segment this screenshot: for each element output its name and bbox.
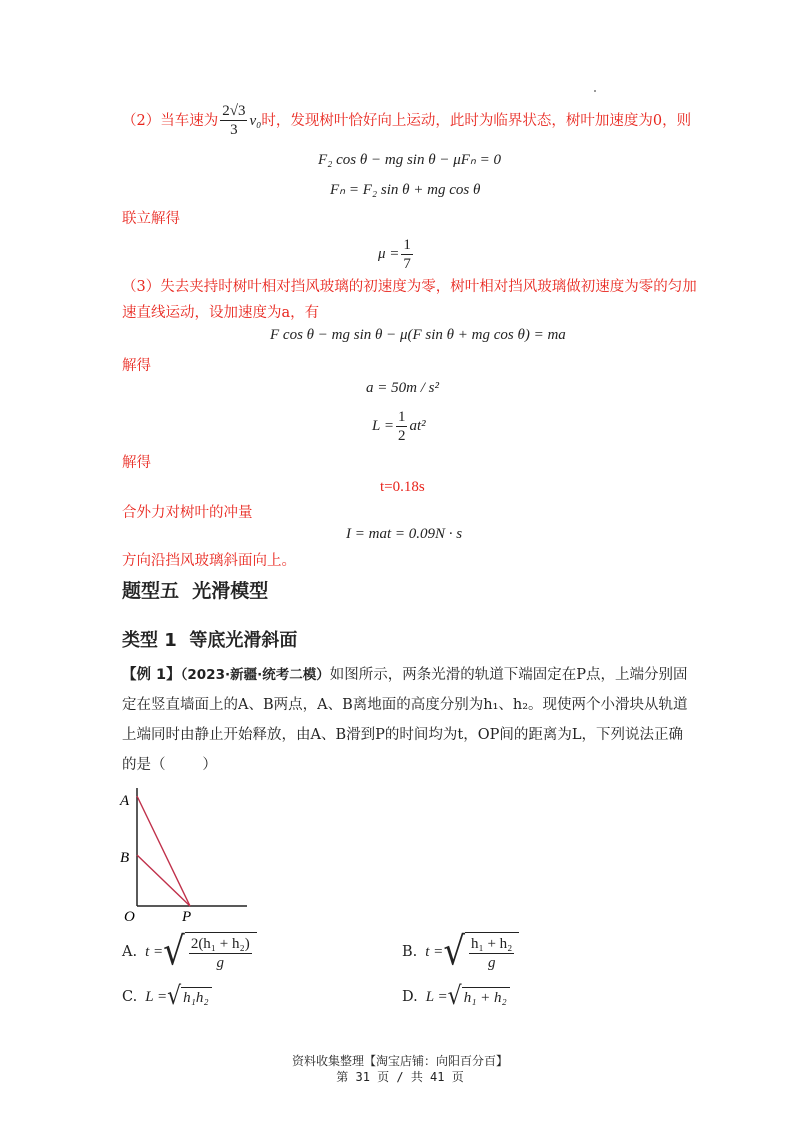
- equation-1: F₂ cos θ − mg sin θ − μFₙ = 0: [318, 152, 501, 168]
- speed-numerator: 2√3: [222, 103, 246, 119]
- example-line-2: 定在竖直墙面上的A、B两点，A、B离地面的高度分别为h₁、h₂。现使两个小滑块从轨道: [122, 697, 688, 713]
- option-a-denominator: g: [216, 955, 225, 971]
- option-b-numerator: h₁ + h₂: [470, 936, 513, 952]
- mu-result: [378, 236, 415, 273]
- solve-label-1: 解得: [122, 358, 151, 374]
- example-line-3: 上端同时由静止开始释放，由A、B滑到P的时间均为t，OP间的距离为L，下列说法正确: [122, 727, 683, 743]
- combine-label: 联立解得: [122, 211, 180, 227]
- speed-fraction: [220, 102, 247, 139]
- part3-line2: 速直线运动，设加速度为a，有: [122, 305, 320, 321]
- solve-label-2: 解得: [122, 455, 151, 471]
- option-d-sqrt: [447, 982, 510, 1011]
- example-line-4: 的是（ ）: [122, 757, 217, 773]
- eq5-lhs: L =: [372, 418, 394, 434]
- label-b: B: [120, 850, 130, 866]
- option-b-letter: B.: [402, 944, 418, 960]
- option-d[interactable]: [402, 982, 510, 1011]
- impulse-label: 合外力对树叶的冲量: [122, 505, 253, 521]
- option-b-denominator: g: [487, 955, 496, 971]
- option-d-lhs: L =: [425, 988, 448, 1005]
- scan-dot: [594, 90, 596, 92]
- equation-5: [372, 408, 426, 445]
- option-d-radicand: h₁ + h₂: [462, 987, 510, 1007]
- mu-numerator: 1: [403, 237, 411, 253]
- footer-source: 资料收集整理【淘宝店铺：向阳百分百】: [291, 1054, 508, 1068]
- example-question: [122, 660, 688, 780]
- speed-denominator: 3: [230, 122, 238, 138]
- mu-denominator: 7: [403, 256, 411, 272]
- footer: [0, 1053, 800, 1085]
- radical-icon: √: [163, 929, 185, 975]
- incline-figure: [112, 780, 252, 925]
- mu-lhs: μ =: [378, 246, 400, 262]
- mu-fraction: [401, 236, 413, 273]
- example-tag: 【例 1】: [122, 667, 181, 683]
- radical-icon: √: [443, 929, 465, 975]
- option-b-lhs: t =: [425, 943, 444, 960]
- label-p: P: [182, 909, 192, 925]
- eq5-fraction: [396, 408, 408, 445]
- equation-4: a = 50m / s²: [366, 380, 439, 396]
- part2-line: [122, 102, 691, 139]
- option-c-letter: C.: [122, 989, 138, 1005]
- option-b-sqrt: [443, 929, 519, 975]
- eq5-denominator: 2: [397, 428, 406, 444]
- option-d-letter: D.: [402, 989, 418, 1005]
- subsection-title: 类型 1 等底光滑斜面: [122, 630, 298, 651]
- section-title: 题型五 光滑模型: [122, 580, 269, 602]
- equation-3: F cos θ − mg sin θ − μ(F sin θ + mg cos θ) = ma: [270, 327, 566, 343]
- option-a[interactable]: [122, 929, 257, 975]
- option-a-letter: A.: [122, 944, 138, 960]
- option-c-lhs: L =: [145, 988, 168, 1005]
- direction-text: 方向沿挡风玻璃斜面向上。: [122, 553, 296, 569]
- option-a-lhs: t =: [145, 943, 164, 960]
- option-c[interactable]: [122, 982, 212, 1011]
- part2-suffix: 时，发现树叶恰好向上运动，此时为临界状态，树叶加速度为0，则: [261, 112, 692, 129]
- eq5-numerator: 1: [397, 409, 406, 425]
- label-a: A: [120, 793, 130, 809]
- equation-2: Fₙ = F₂ sin θ + mg cos θ: [330, 182, 481, 198]
- part2-prefix: （2）当车速为: [122, 112, 219, 129]
- speed-var: v₀: [249, 112, 262, 129]
- equation-6: I = mat = 0.09N · s: [346, 526, 463, 542]
- footer-page-number: 第 31 页 / 共 41 页: [336, 1070, 464, 1084]
- example-line-1: [122, 660, 688, 690]
- t-result: t=0.18s: [380, 479, 425, 495]
- track-b: [137, 855, 190, 906]
- example-source: （2023·新疆·统考二模）: [180, 667, 330, 683]
- option-a-sqrt: [163, 929, 257, 975]
- track-a: [137, 796, 190, 906]
- option-b[interactable]: [402, 929, 519, 975]
- part3-line1: （3）失去夹持时树叶相对挡风玻璃的初速度为零，树叶相对挡风玻璃做初速度为零的匀加: [122, 279, 697, 295]
- label-o: O: [124, 909, 135, 925]
- option-a-numerator: 2(h₁ + h₂): [190, 936, 250, 952]
- example-text-1: 如图所示，两条光滑的轨道下端固定在P点，上端分别固: [329, 667, 688, 683]
- option-c-radicand: h₁h₂: [181, 987, 211, 1007]
- option-c-sqrt: [167, 982, 211, 1011]
- radical-icon: √: [447, 982, 462, 1011]
- radical-icon: √: [167, 982, 182, 1011]
- eq5-rhs: at²: [409, 418, 426, 434]
